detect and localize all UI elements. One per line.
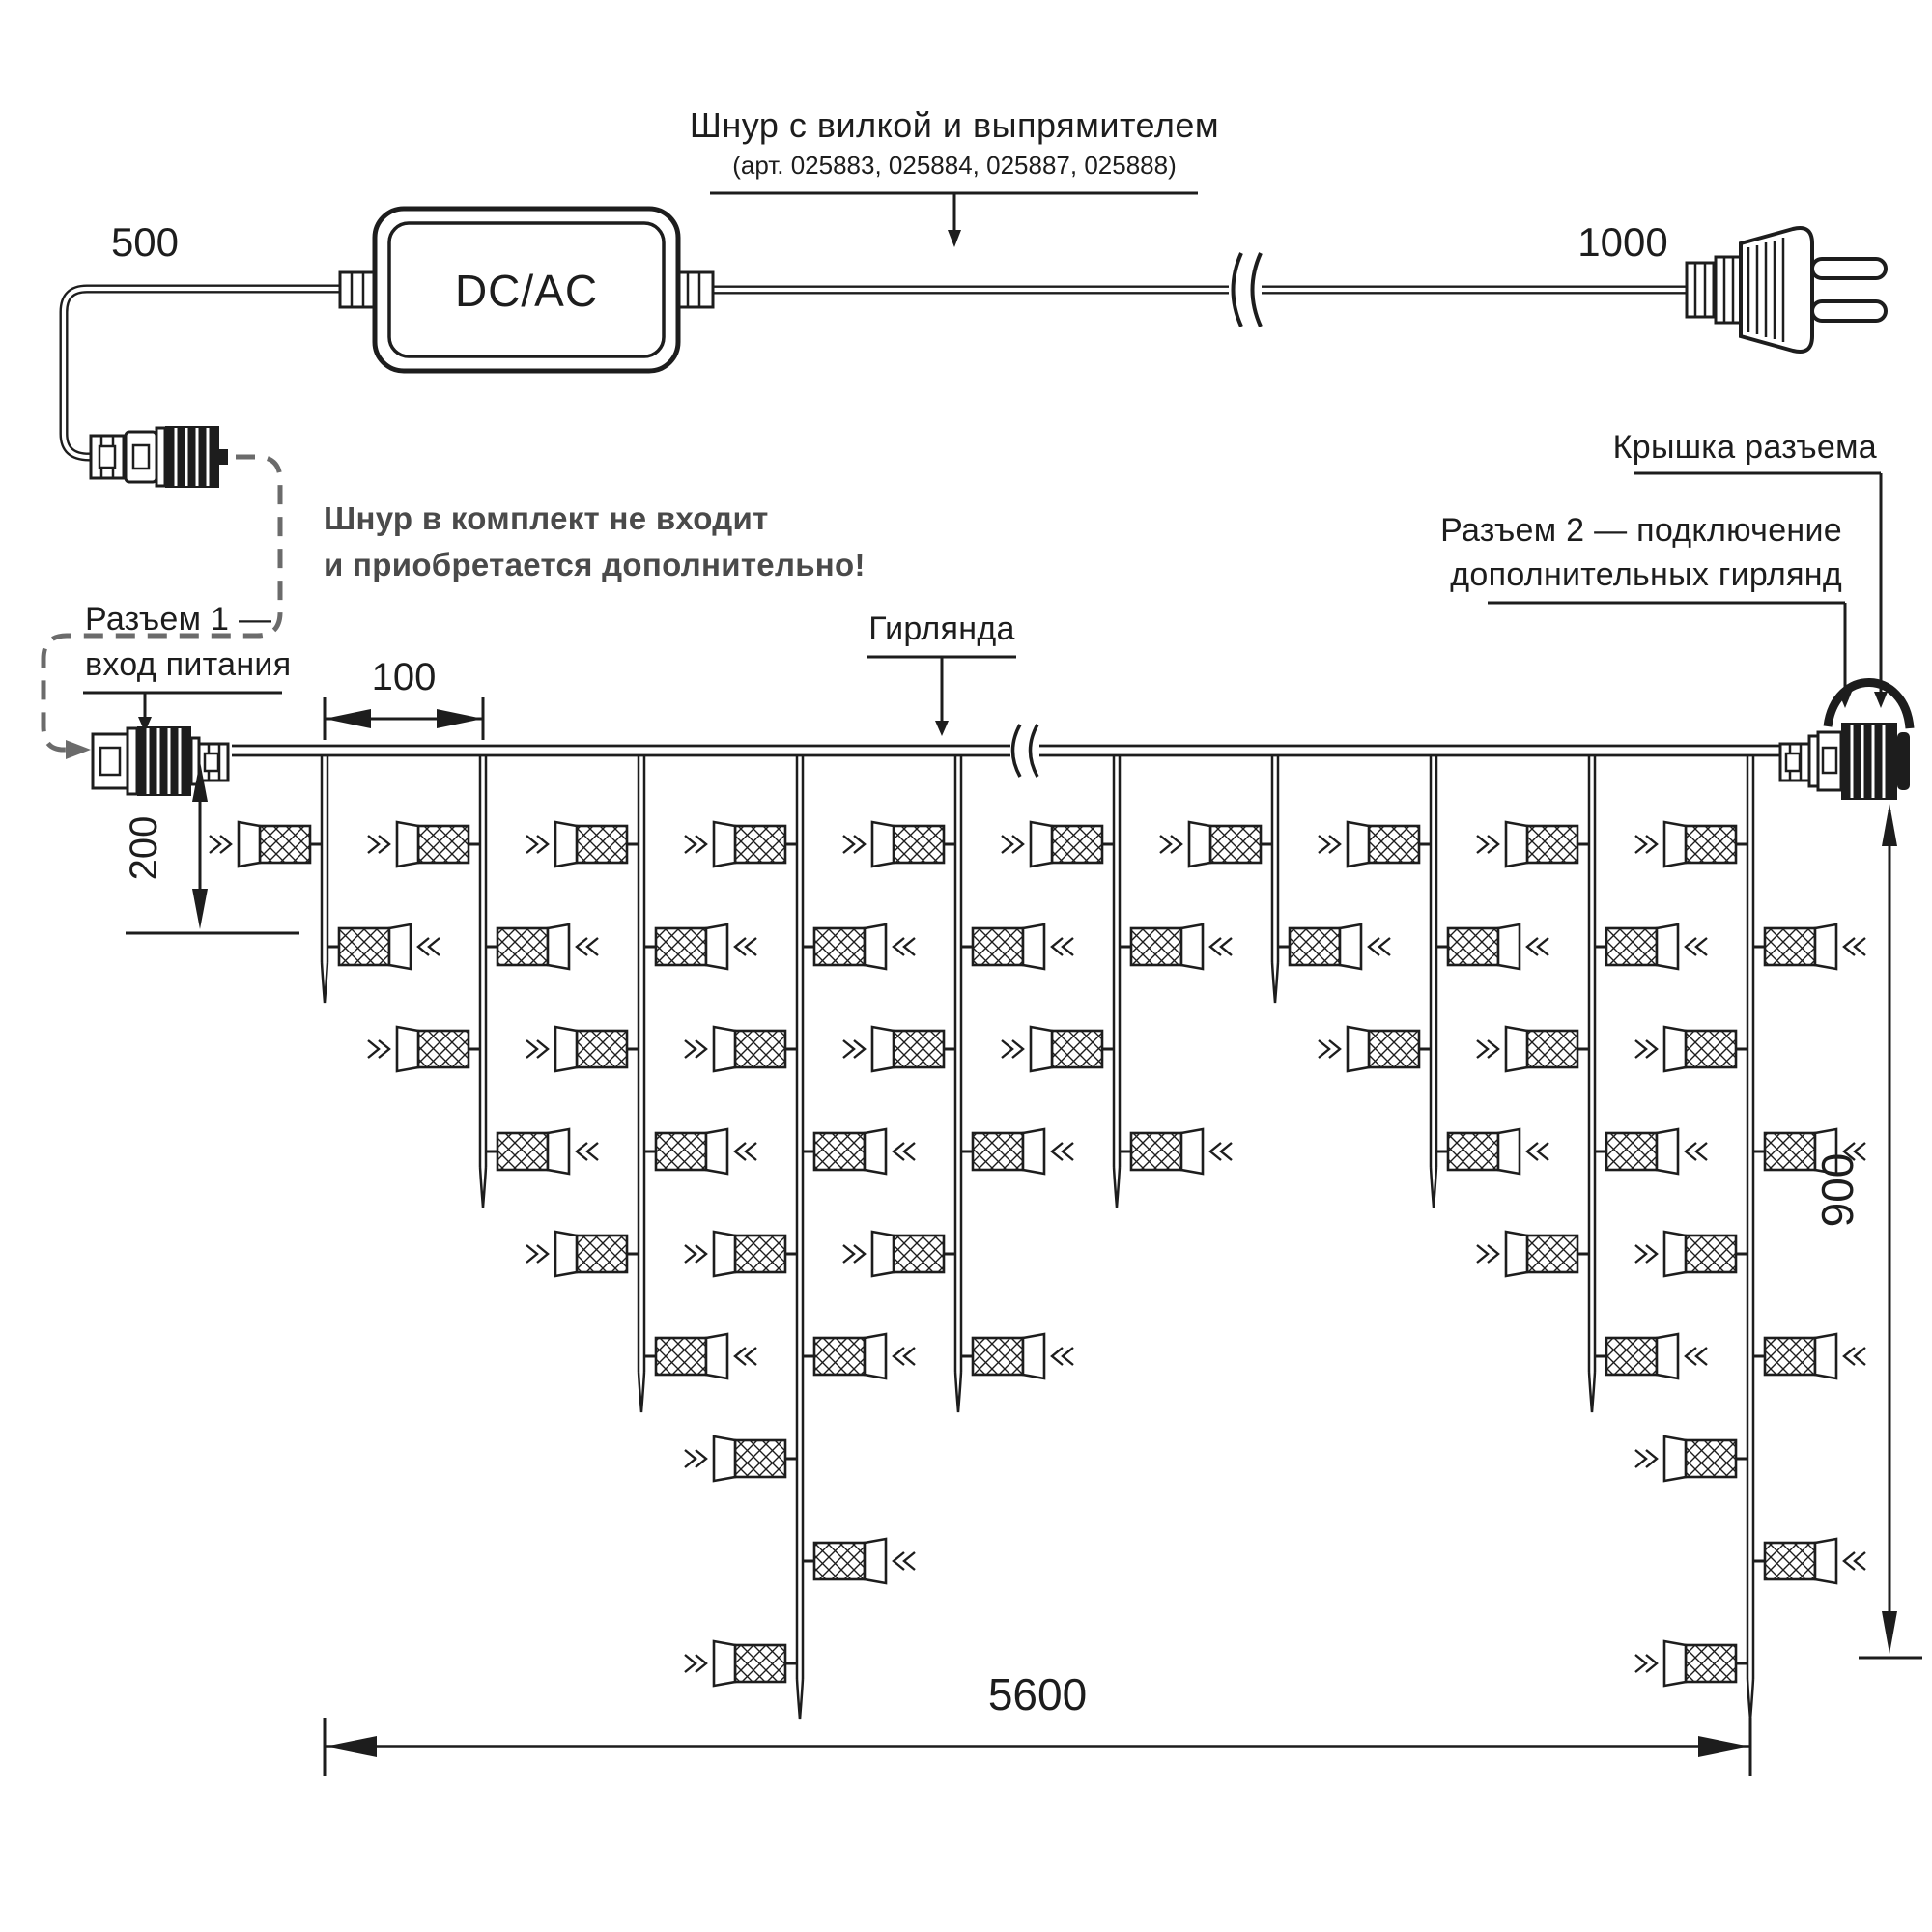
connector-1 — [93, 726, 228, 796]
dcac-label: DC/AC — [454, 266, 599, 316]
cord-break-symbol — [1229, 253, 1262, 327]
connector-cap-body — [1897, 732, 1910, 790]
cap-loop — [1828, 682, 1910, 728]
mains-plug — [1687, 228, 1886, 352]
cord-title: Шнур с вилкой и выпрямителем — [689, 105, 1220, 145]
connector1-label-line2: вход питания — [85, 646, 292, 683]
garland — [93, 682, 1910, 1719]
cord-left-length: 500 — [110, 219, 180, 265]
callouts — [83, 429, 1888, 736]
connector2-label-line2: дополнительных гирлянд — [1450, 556, 1842, 593]
dashed-arrow-icon — [66, 740, 91, 759]
dim-100-value: 100 — [371, 656, 437, 698]
connector1-label-line1: Разъем 1 — — [85, 601, 272, 638]
dim-5600-value: 5600 — [987, 1669, 1088, 1719]
connector2-label-line1: Разъем 2 — подключение — [1440, 512, 1842, 549]
cap-label: Крышка разъема — [1612, 429, 1877, 466]
dim-200-value: 200 — [123, 815, 165, 881]
dim-100 — [325, 656, 483, 740]
garland-break-symbol — [1010, 724, 1039, 777]
note-line2: и приобретается дополнительно! — [324, 547, 866, 582]
connector2-callout — [1440, 512, 1852, 708]
connector1-callout — [83, 601, 291, 732]
garland-callout — [867, 611, 1016, 736]
note-line1: Шнур в комплект не входит — [324, 500, 769, 536]
cap-arrow-icon — [1874, 692, 1888, 708]
garland-drops — [210, 755, 1865, 1719]
garland-drop — [1635, 755, 1865, 1719]
cord-subtitle: (арт. 025883, 025884, 025887, 025888) — [732, 151, 1177, 180]
dimension-annotations — [123, 656, 1922, 1776]
garland-label: Гирлянда — [868, 611, 1015, 647]
dim-5600 — [325, 1669, 1750, 1776]
garland-drop — [210, 755, 440, 1003]
dcac-converter — [340, 209, 713, 371]
dim-900-value: 900 — [1812, 1152, 1862, 1228]
cord-title-callout — [690, 105, 1219, 247]
cord-output-connector — [91, 426, 228, 488]
title-arrow-icon — [948, 230, 961, 247]
garland-arrow-icon — [935, 721, 949, 736]
cord-right-length: 1000 — [1577, 219, 1668, 265]
